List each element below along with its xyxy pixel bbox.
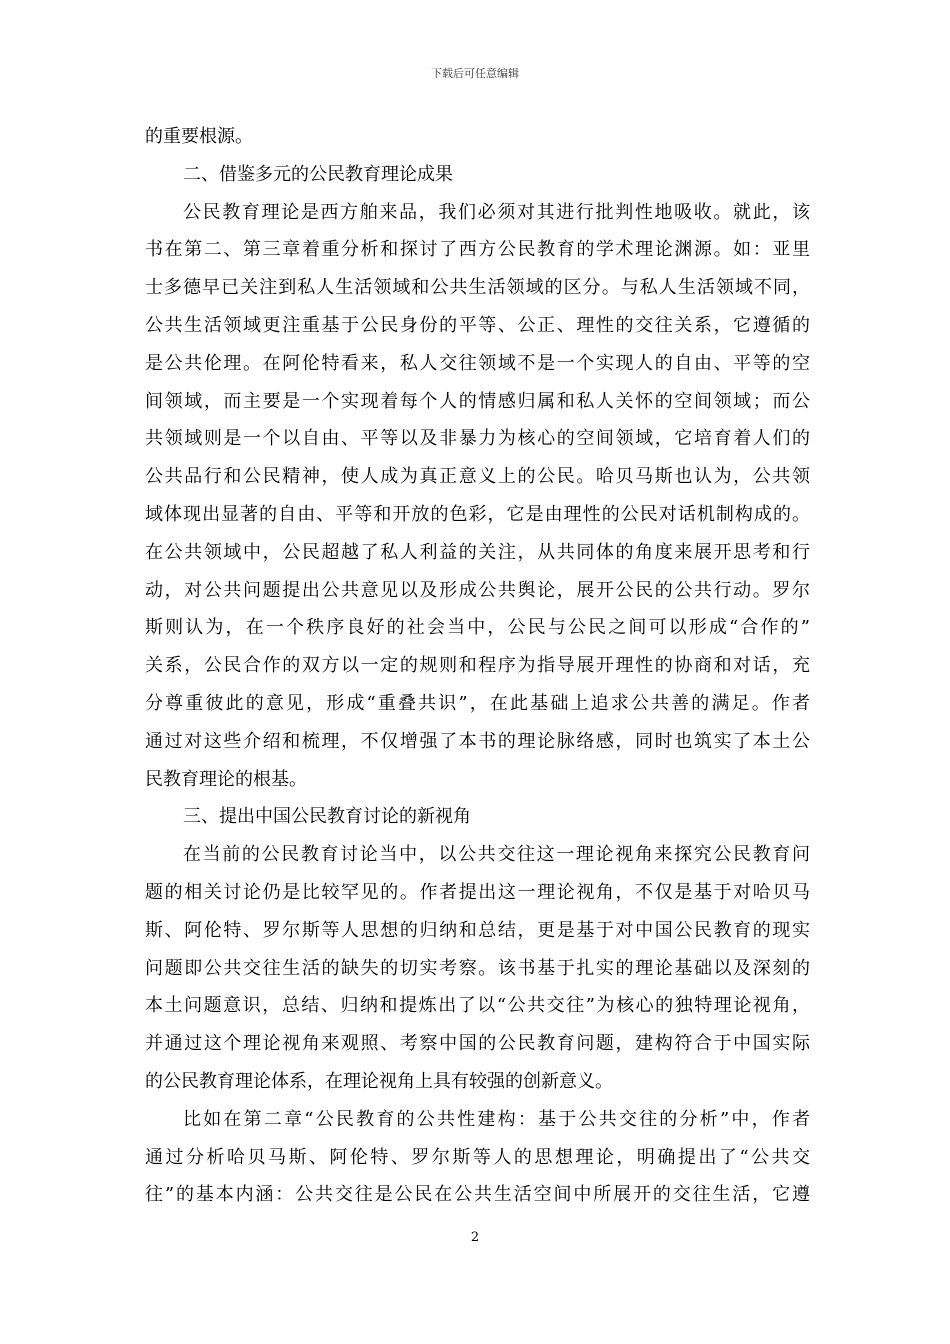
paragraph-line: 斯则认为，在一个秩序良好的社会当中，公民与公民之间可以形成“合作的” — [145, 617, 810, 639]
paragraph-line: 的公民教育理论体系，在理论视角上具有较强的创新意义。 — [145, 1070, 613, 1092]
paragraph-line: 是公共伦理。在阿伦特看来，私人交往领域不是一个实现人的自由、平等的空 — [145, 352, 810, 374]
paragraph-line: 问题即公共交往生活的缺失的切实考察。该书基于扎实的理论基础以及深刻的 — [145, 957, 810, 979]
paragraph-line: 间领域，而主要是一个实现着每个人的情感归属和私人关怀的空间领域；而公 — [145, 390, 810, 412]
paragraph-line: 比如在第二章“公民教育的公共性建构：基于公共交往的分析”中，作者 — [183, 1108, 810, 1130]
paragraph-line: 共领域则是一个以自由、平等以及非暴力为核心的空间领域，它培育着人们的 — [145, 428, 810, 450]
paragraph-line: 书在第二、第三章着重分析和探讨了西方公民教育的学术理论渊源。如：亚里 — [145, 239, 810, 261]
paragraph-line: 的重要根源。 — [145, 126, 253, 147]
paragraph-line: 在公共领域中，公民超越了私人利益的关注，从共同体的角度来展开思考和行 — [145, 541, 810, 563]
paragraph-line: 公共生活领域更注重基于公民身份的平等、公正、理性的交往关系，它遵循的 — [145, 314, 810, 336]
paragraph-line: 士多德早已关注到私人生活领域和公共生活领域的区分。与私人生活领域不同， — [145, 277, 810, 299]
paragraph-line: 本土问题意识，总结、归纳和提炼出了以“公共交往”为核心的独特理论视角， — [145, 995, 810, 1017]
paragraph-line: 并通过这个理论视角来观照、考察中国的公民教育问题，建构符合于中国实际 — [145, 1033, 810, 1055]
paragraph-line: 通过对这些介绍和梳理，不仅增强了本书的理论脉络感，同时也筑实了本土公 — [145, 730, 810, 752]
paragraph-line: 斯、阿伦特、罗尔斯等人思想的归纳和总结，更是基于对中国公民教育的现实 — [145, 919, 810, 941]
paragraph-line: 民教育理论的根基。 — [145, 768, 307, 790]
paragraph-line: 公共品行和公民精神，使人成为真正意义上的公民。哈贝马斯也认为，公共领 — [145, 466, 810, 488]
paragraph-line: 关系，公民合作的双方以一定的规则和程序为指导展开理性的协商和对话，充 — [145, 655, 810, 677]
paragraph-line: 通过分析哈贝马斯、阿伦特、罗尔斯等人的思想理论，明确提出了“公共交 — [145, 1146, 810, 1168]
paragraph-line: 题的相关讨论仍是比较罕见的。作者提出这一理论视角，不仅是基于对哈贝马 — [145, 881, 810, 903]
section-heading: 三、提出中国公民教育讨论的新视角 — [183, 806, 471, 828]
page-header: 下载后可任意编辑 — [431, 67, 519, 80]
paragraph-line: 在当前的公民教育讨论当中，以公共交往这一理论视角来探究公民教育问 — [183, 844, 810, 866]
paragraph-line: 动，对公共问题提出公共意见以及形成公共舆论，展开公民的公共行动。罗尔 — [145, 579, 810, 601]
paragraph-line: 往”的基本内涵：公共交往是公民在公共生活空间中所展开的交往生活，它遵 — [145, 1184, 810, 1206]
paragraph-line: 域体现出显著的自由、平等和开放的色彩，它是由理性的公民对话机制构成的。 — [145, 503, 810, 525]
section-heading: 二、借鉴多元的公民教育理论成果 — [183, 163, 453, 185]
paragraph-line: 公民教育理论是西方舶来品，我们必须对其进行批判性地吸收。就此，该 — [183, 201, 810, 223]
document-body — [145, 118, 810, 1214]
page-number: 2 — [470, 1230, 480, 1245]
paragraph-line: 分尊重彼此的意见，形成“重叠共识”，在此基础上追求公共善的满足。作者 — [145, 692, 810, 714]
